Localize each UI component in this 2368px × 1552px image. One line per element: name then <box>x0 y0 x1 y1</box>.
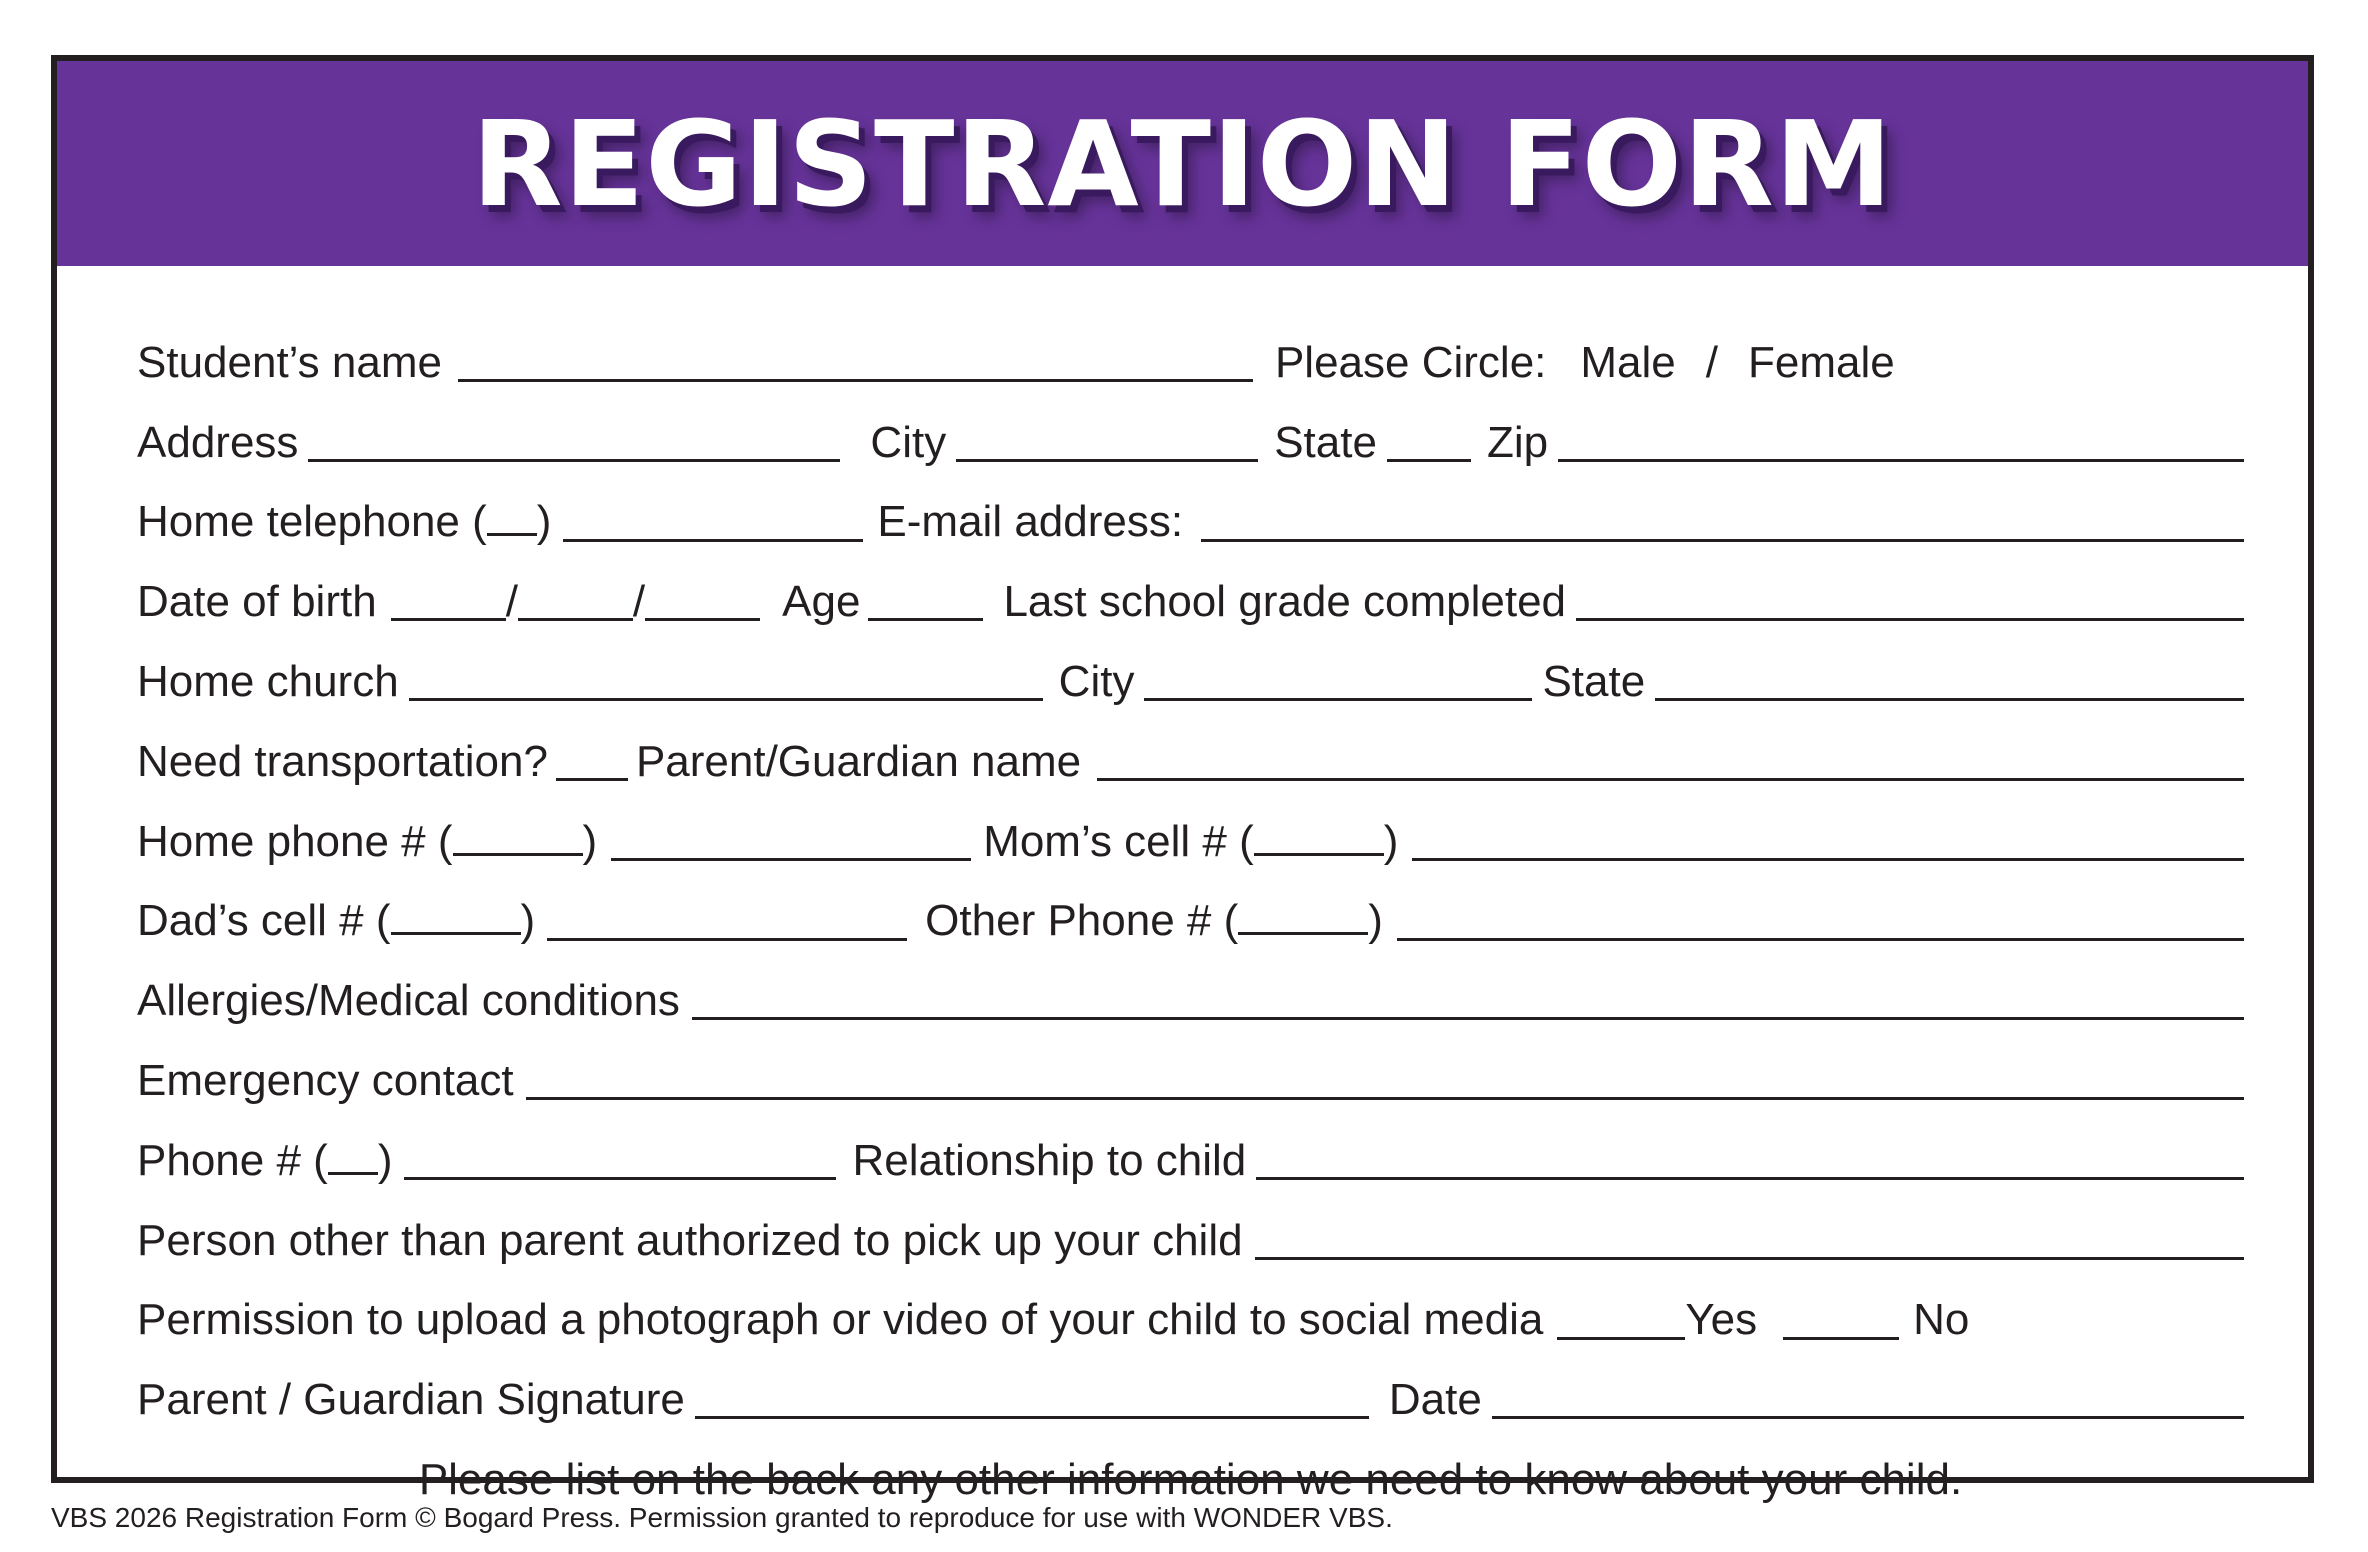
student-name-field[interactable] <box>458 333 1253 382</box>
mom-cell-field[interactable] <box>1412 812 2244 861</box>
dad-cell-field[interactable] <box>547 892 907 941</box>
area-code-field[interactable] <box>487 497 537 536</box>
form-title: REGISTRATION FORM <box>471 94 1894 233</box>
male-option[interactable]: Male <box>1580 337 1676 387</box>
home-church-label: Home church <box>137 657 399 707</box>
female-option[interactable]: Female <box>1748 337 1895 387</box>
home-telephone-label: Home telephone ( ) <box>137 497 552 547</box>
pickup-person-field[interactable] <box>1255 1211 2244 1260</box>
row-birth <box>137 562 2244 642</box>
church-state-label: State <box>1542 657 1646 707</box>
row-dad-cell <box>137 882 2244 962</box>
email-label: E-mail address: <box>877 497 1184 547</box>
row-church <box>137 642 2244 722</box>
row-telephone <box>137 483 2244 563</box>
age-field[interactable] <box>868 572 983 621</box>
city-label: City <box>870 417 947 467</box>
title-banner <box>57 61 2308 266</box>
row-emergency <box>137 1041 2244 1121</box>
date-label: Date <box>1388 1375 1482 1425</box>
copyright-footer: VBS 2026 Registration Form © Bogard Press. Permission granted to reproduce for use with WONDER VBS. <box>51 1502 1393 1533</box>
state-field[interactable] <box>1387 413 1471 462</box>
yes-label: Yes <box>1685 1295 1758 1345</box>
emergency-phone-field[interactable] <box>404 1131 836 1180</box>
zip-label: Zip <box>1486 417 1549 467</box>
row-student <box>137 323 2244 403</box>
back-note: Please list on the back any other information we need to know about your child. <box>418 1455 1963 1505</box>
emergency-phone-label: Phone # ( ) <box>137 1135 393 1185</box>
dob-slash-2: / <box>632 577 646 627</box>
pickup-person-label: Person other than parent authorized to pick up your child <box>137 1215 1243 1265</box>
church-city-field[interactable] <box>1144 652 1532 701</box>
relationship-label: Relationship to child <box>852 1135 1247 1185</box>
emergency-contact-field[interactable] <box>526 1051 2244 1100</box>
home-phone-field[interactable] <box>611 812 971 861</box>
form-fields <box>137 323 2244 1520</box>
row-phone <box>137 1121 2244 1201</box>
transport-label: Need transportation? <box>137 736 548 786</box>
emergency-area-field[interactable] <box>328 1136 378 1175</box>
email-field[interactable] <box>1201 493 2244 542</box>
address-label: Address <box>137 417 299 467</box>
city-field[interactable] <box>956 413 1258 462</box>
dad-cell-label: Dad’s cell # ( ) <box>137 896 536 946</box>
row-transport <box>137 722 2244 802</box>
row-address <box>137 403 2244 483</box>
no-label: No <box>1913 1295 1970 1345</box>
dad-cell-area-field[interactable] <box>391 896 521 935</box>
dob-month-field[interactable] <box>391 572 506 621</box>
row-home-phone <box>137 802 2244 882</box>
church-city-label: City <box>1058 657 1135 707</box>
home-phone-area-field[interactable] <box>453 817 583 856</box>
media-permission-label: Permission to upload a photograph or video of your child to social media <box>137 1295 1544 1345</box>
grade-label: Last school grade completed <box>1003 577 1567 627</box>
dob-slash-1: / <box>505 577 518 627</box>
age-label: Age <box>782 577 861 627</box>
home-church-field[interactable] <box>409 652 1043 701</box>
row-pickup <box>137 1201 2244 1281</box>
allergies-field[interactable] <box>692 971 2244 1020</box>
signature-label: Parent / Guardian Signature <box>137 1375 685 1425</box>
date-field[interactable] <box>1492 1370 2244 1419</box>
relationship-field[interactable] <box>1256 1131 2244 1180</box>
grade-field[interactable] <box>1576 572 2244 621</box>
signature-field[interactable] <box>695 1370 1369 1419</box>
church-state-field[interactable] <box>1655 652 2244 701</box>
dob-day-field[interactable] <box>518 572 633 621</box>
other-phone-area-field[interactable] <box>1238 896 1368 935</box>
other-phone-label: Other Phone # ( ) <box>925 896 1383 946</box>
home-telephone-field[interactable] <box>563 493 863 542</box>
parent-name-field[interactable] <box>1097 732 2244 781</box>
permission-yes-field[interactable] <box>1557 1291 1685 1340</box>
dob-year-field[interactable] <box>645 572 760 621</box>
state-label: State <box>1274 417 1377 467</box>
emergency-contact-label: Emergency contact <box>137 1056 514 1106</box>
allergies-label: Allergies/Medical conditions <box>137 976 680 1026</box>
row-signature <box>137 1360 2244 1440</box>
registration-form <box>51 55 2314 1505</box>
other-phone-field[interactable] <box>1397 892 2244 941</box>
parent-name-label: Parent/Guardian name <box>635 736 1082 786</box>
dob-label: Date of birth <box>137 577 377 627</box>
mom-cell-area-field[interactable] <box>1254 817 1384 856</box>
mom-cell-label: Mom’s cell # ( ) <box>983 816 1399 866</box>
row-allergies <box>137 961 2244 1041</box>
circle-label: Please Circle: <box>1274 337 1547 387</box>
row-permission <box>137 1281 2244 1361</box>
permission-no-field[interactable] <box>1783 1291 1899 1340</box>
address-field[interactable] <box>308 413 840 462</box>
student-name-label: Student’s name <box>137 337 442 387</box>
home-phone-label: Home phone # ( ) <box>137 816 598 866</box>
gender-slash: / <box>1705 337 1718 387</box>
zip-field[interactable] <box>1558 413 2244 462</box>
transport-field[interactable] <box>556 732 628 781</box>
